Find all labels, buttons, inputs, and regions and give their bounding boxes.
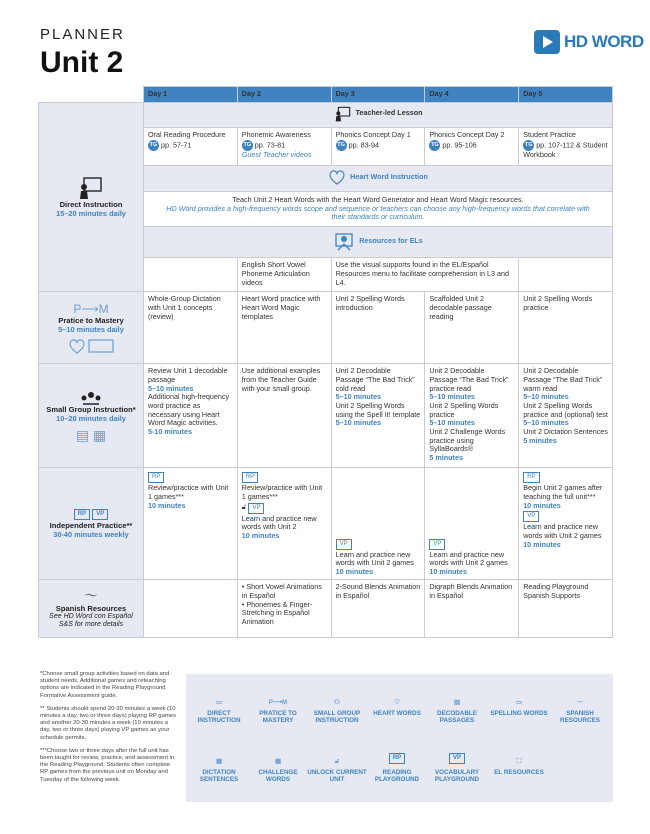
- legend-spelling-words: ▭ SPELLING WORDS: [490, 698, 548, 717]
- cell-direct-day5: Student Practice TG pp. 107-112 & Student Workbook: [519, 128, 613, 166]
- legend-vocabulary-playground: VP VOCABULARY PLAYGROUND: [434, 755, 480, 784]
- cell-el-day3: Use the visual supports found in the EL/Español Resources menu to facilitate comprehension in L3 and L4.: [331, 258, 519, 292]
- cell-mastery-day2: Heart Word practice with Heart Word Magic templates: [237, 292, 331, 364]
- cell-spanish-day2: • Short Vowel Animations in Español • Phonemes & Finger-Stretching in Español Animation: [237, 580, 331, 638]
- cell-direct-day2: Phonemic Awareness TG pp. 73-81 Guest Teacher videos: [237, 128, 331, 166]
- legend-direct-instruction: ▭ DIRECT INSTRUCTION: [197, 698, 241, 725]
- row-label-small-group: Small Group Instruction* 10–20 minutes daily ▤ ▦: [39, 364, 144, 468]
- day-header: Day 1: [144, 87, 238, 103]
- phoneme-icon: P⟶M: [73, 301, 109, 316]
- vocabulary-playground-icon: VP: [92, 509, 108, 520]
- unlock-icon: 🔓︎: [241, 501, 247, 511]
- cell-independent-day1: RP Review/practice with Unit 1 games*** 10 minutes: [144, 468, 238, 580]
- legend-challenge-words: ▦ CHALLENGE WORDS: [258, 757, 298, 784]
- day-header: Day 3: [331, 87, 425, 103]
- footnote-1: *Choose small group activities based on data and student needs. Additional games and reteaching options are indicated in the Reading Playground Formative Assessment guide.: [40, 671, 170, 699]
- legend-el-resources: ⛶ EL RESOURCES: [494, 757, 544, 776]
- cell-direct-day1: Oral Reading Procedure TG pp. 57-71: [144, 128, 238, 166]
- teacher-board-icon: [78, 176, 104, 200]
- cell-direct-day4: Phonics Concept Day 2 TG pp. 95-106: [425, 128, 519, 166]
- day-header: Day 2: [237, 87, 331, 103]
- row-label-independent: RP VP Independent Practice** 30-40 minutes weekly: [39, 468, 144, 580]
- footnote-3: ***Choose two or three days after the full unit has been taught for review, practice, and assessment in the Reading Playground. Students often complete RP games from the previous unit on Monday and Tuesday of the following week.: [40, 747, 175, 783]
- tg-badge: TG: [242, 140, 253, 151]
- cell-small-day4: Unit 2 Decodable Passage “The Bad Trick” practice read 5–10 minutes Unit 2 Spelling Words practice 5–10 minutes Unit 2 Challenge Words practice using SyllaBoards® 5 minutes: [425, 364, 519, 468]
- el-resources-icon: [333, 230, 355, 252]
- row-label-practice-to-mastery: P⟶M Pratice to Mastery 5–10 minutes daily: [39, 292, 144, 364]
- legend-reading-playground: RP READING PLAYGROUND: [374, 755, 420, 784]
- day-header: Day 5: [519, 87, 613, 103]
- planner-table: [38, 86, 613, 638]
- row-label-direct-instruction: Direct Instruction 15–20 minutes daily: [39, 102, 144, 292]
- spelling-words-icon: [88, 339, 114, 353]
- cell-spanish-day1: [144, 580, 238, 638]
- icon-legend: [186, 674, 613, 802]
- hd-word-logo: [534, 30, 644, 54]
- cell-spanish-day4: Digraph Blends Animation in Español: [425, 580, 519, 638]
- heart-icon: [68, 338, 86, 354]
- band-el-resources: Resources for ELs: [144, 226, 613, 258]
- spanish-tilde-icon: 〜: [84, 588, 98, 604]
- day-header-row: [39, 87, 613, 103]
- tg-badge: TG: [523, 140, 534, 151]
- logo-text: HD WORD: [564, 32, 644, 51]
- cell-mastery-day1: Whole-Group Dictation with Unit 1 concepts (review): [144, 292, 238, 364]
- small-group-icon: [80, 389, 102, 405]
- cell-direct-day3: Phonics Concept Day 1 TG pp. 83-94: [331, 128, 425, 166]
- cell-el-day2: English Short Vowel Phoneme Articulation videos: [237, 258, 331, 292]
- legend-dictation-sentences: ▦ DICTATION SENTENCES: [199, 757, 239, 784]
- tg-badge: TG: [148, 140, 159, 151]
- cell-mastery-day5: Unit 2 Spelling Words practice: [519, 292, 613, 364]
- play-logo-icon: [534, 30, 560, 54]
- cell-independent-day5: RP Begin Unit 2 games after teaching the full unit*** 10 minutes VP Learn and practice new words with Unit 2 games 10 minutes: [519, 468, 613, 580]
- cell-independent-day4: VP Learn and practice new words with Unit 2 games 10 minutes: [425, 468, 519, 580]
- cell-small-day3: Unit 2 Decodable Passage “The Bad Trick” cold read 5–10 minutes Unit 2 Spelling Words using the Spell It! template 5–10 minutes: [331, 364, 425, 468]
- cell-spanish-day3: 2-Sound Blends Animation in Español: [331, 580, 425, 638]
- heart-icon: [328, 169, 346, 185]
- cell-el-day5: [519, 258, 613, 292]
- cell-independent-day2: RP Review/practice with Unit 1 games*** 🔓︎ VP Learn and practice new words with Unit 2 10 minutes: [237, 468, 331, 580]
- cell-small-day2: Use additional examples from the Teacher Guide with your small group.: [237, 364, 331, 468]
- legend-unlock-current-unit: 🔓︎ UNLOCK CURRENT UNIT: [307, 757, 367, 784]
- tg-badge: TG: [429, 140, 440, 151]
- legend-spanish-resources: 〜 SPANISH RESOURCES: [560, 698, 600, 725]
- band-teacher-led: Teacher-led Lesson: [144, 102, 613, 128]
- legend-practice-to-mastery: P⟶M PRATICE TO MASTERY: [259, 698, 297, 725]
- teacher-board-icon: [334, 106, 352, 122]
- cell-el-day1: [144, 258, 238, 292]
- cell-independent-day3: VP Learn and practice new words with Unit 2 games 10 minutes: [331, 468, 425, 580]
- day-header: Day 4: [425, 87, 519, 103]
- tg-badge: TG: [336, 140, 347, 151]
- cell-spanish-day5: Reading Playground Spanish Supports: [519, 580, 613, 638]
- band-heart-word: Heart Word Instruction: [144, 166, 613, 192]
- cell-mastery-day4: Scaffolded Unit 2 decodable passage reading: [425, 292, 519, 364]
- footnote-2: ** Students should spend 20-30 minutes a week (10 minutes a day, two or three days) playing RP games and another 20-30 minutes a week (10 minutes a day, two or three days) playing VP games as your schedule permits.: [40, 705, 176, 741]
- decodable-and-dictation-icons: ▤ ▦: [75, 426, 107, 443]
- cell-heart-word-instruction: Teach Unit 2 Heart Words with the Heart Word Generator and Heart Word Magic resources. HD Word provides a high-frequency words scope and sequence or teachers can choose any high-frequency words that correlate with their standards or curriculum.: [144, 191, 613, 226]
- row-label-spanish: 〜 Spanish Resources See HD Word con Español S&S for more details: [39, 580, 144, 638]
- legend-decodable-passages: ▤ DECODABLE PASSAGES: [437, 698, 477, 725]
- legend-small-group: ⚇ SMALL GROUP INSTRUCTION: [313, 698, 361, 725]
- planner-eyebrow: PLANNER: [40, 26, 125, 43]
- legend-heart-words: ♡ HEART WORDS: [373, 698, 421, 717]
- page-title: Unit 2: [40, 46, 124, 79]
- cell-small-day5: Unit 2 Decodable Passage “The Bad Trick” warm read 5–10 minutes Unit 2 Spelling Words practice and (optional) test 5–10 minutes Unit 2 Dictation Sentences 5 minutes: [519, 364, 613, 468]
- reading-playground-icon: RP: [74, 509, 90, 520]
- footnotes: [40, 671, 176, 790]
- cell-small-day1: Review Unit 1 decodable passage 5–10 minutes Additional high-frequency word practice as necessary using Heart Word Magic activities. 5-10 minutes: [144, 364, 238, 468]
- cell-mastery-day3: Unit 2 Spelling Words introduction: [331, 292, 425, 364]
